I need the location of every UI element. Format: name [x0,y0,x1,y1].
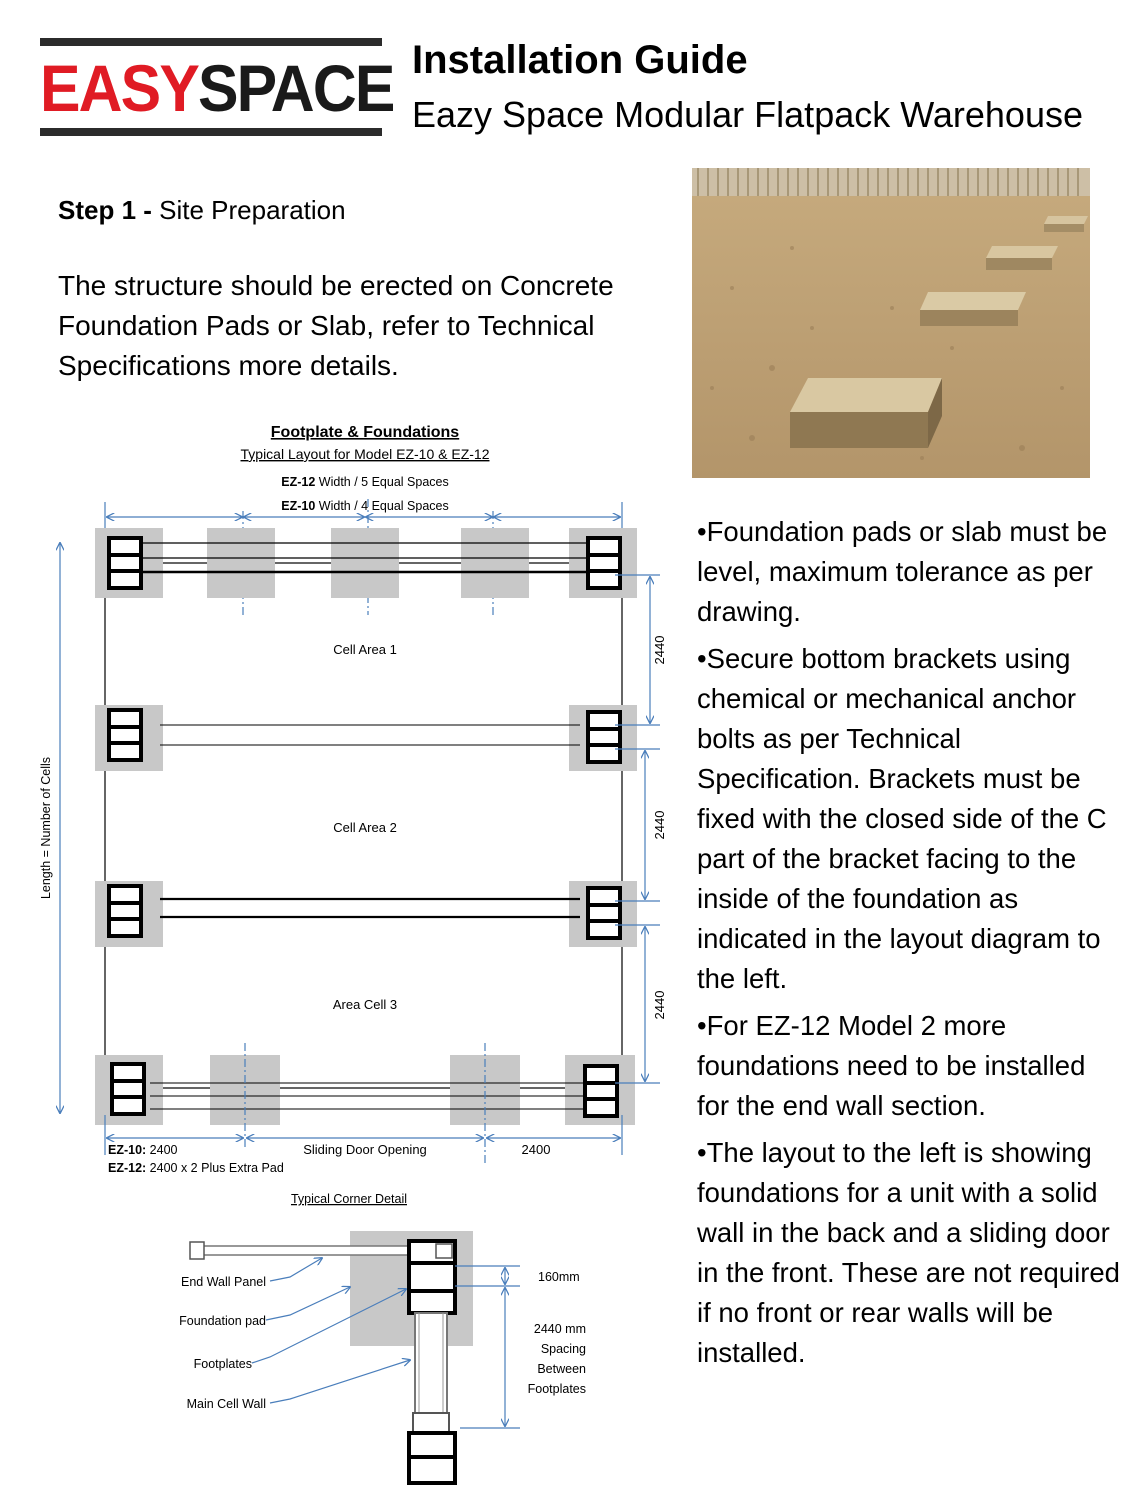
brand-logo [40,38,394,138]
bottom-ez12-label [108,1161,284,1175]
corner-spacing-label: Spacing [540,1342,586,1356]
bracket [588,888,620,938]
ez12-width-note [281,475,448,489]
ez10-model: EZ-10 [281,499,316,513]
instruction-item: •The layout to the left is showing foundations for a unit with a solid wall in the back and a sliding door in the front. These are not required if no front or rear walls will be installed. [697,1137,1120,1368]
length-label: Length = Number of Cells [39,756,53,900]
corner-spacing-label: Footplates [527,1382,586,1396]
spacing-label: 2440 [652,810,667,840]
bracket [109,710,141,760]
photo-pad-2 [986,246,1058,270]
instruction-item: •Foundation pads or slab must be level, maximum tolerance as per drawing. [697,516,1108,627]
page-title: Installation Guide [412,38,748,82]
spacing-label: 2440 [652,990,667,1020]
ez10-width-note [281,499,448,513]
foundation-diagram [0,415,690,1500]
bracket [588,712,620,762]
corner-detail-title: Typical Corner Detail [290,1192,408,1206]
photo-pad-3 [920,292,1026,326]
instruction-item: •Secure bottom brackets using chemical or mechanical anchor bolts as per Technical Specification. Brackets must be fixed with the closed side of the C part of the bracket facing to the inside of the foundation as indicated in the layout diagram to the left. [697,643,1107,994]
logo-wordmark [40,50,394,126]
bottom-ez12-value: 2400 x 2 Plus Extra Pad [146,1161,284,1175]
logo-easy: EASY [40,51,198,125]
spacing-label: 2440 [652,635,667,665]
site-photo [692,168,1090,478]
photo-pad-far [1044,216,1088,232]
corner-label: Main Cell Wall [186,1397,266,1411]
ez10-width: Width / 4 Equal Spaces [315,499,449,513]
corner-gap-label: 160mm [538,1270,580,1284]
bracket [109,886,141,936]
corner-spacing-label: 2440 mm [533,1322,586,1336]
cell-label: Cell Area 2 [333,820,397,835]
intro-text: The structure should be erected on Concrete Foundation Pads or Slab, refer to Technical Specifications more details. [58,270,614,381]
bottom-ez10-model: EZ-10: [108,1143,147,1157]
diagram-title: Footplate & Foundations [270,424,460,441]
cell-label: Cell Area 1 [333,642,397,657]
ez12-width: Width / 5 Equal Spaces [315,475,449,489]
ez12-model: EZ-12 [281,475,316,489]
instructions-list [697,512,1122,1380]
corner-label: End Wall Panel [181,1275,266,1289]
bracket [109,538,141,588]
diagram-subtitle: Typical Layout for Model EZ-10 & EZ-12 [240,446,490,462]
bracket [585,1066,617,1116]
bottom-ez10-label [108,1143,178,1157]
bottom-right-label: 2400 [521,1142,551,1157]
logo-bottom-bar [40,128,382,136]
bottom-ez12-model: EZ-12: [108,1161,147,1175]
logo-top-bar [40,38,382,46]
step-name: Site Preparation [159,195,346,225]
logo-space: SPACE [197,51,394,125]
step-label: Step 1 - [58,195,160,225]
bottom-ez10-value: 2400 [146,1143,178,1157]
bracket [588,538,620,588]
door-opening-label: Sliding Door Opening [303,1142,427,1157]
cell-label: Area Cell 3 [332,997,398,1012]
bracket [112,1064,144,1114]
corner-label: Foundation pad [179,1314,266,1328]
page-subtitle: Eazy Space Modular Flatpack Warehouse [412,94,1083,135]
corner-spacing-label: Between [537,1362,586,1376]
photo-pad-near [790,378,942,448]
instruction-item: •For EZ-12 Model 2 more foundations need to be installed for the end wall section. [697,1010,1086,1121]
corner-label: Footplates [193,1357,252,1371]
step-heading [58,195,346,226]
